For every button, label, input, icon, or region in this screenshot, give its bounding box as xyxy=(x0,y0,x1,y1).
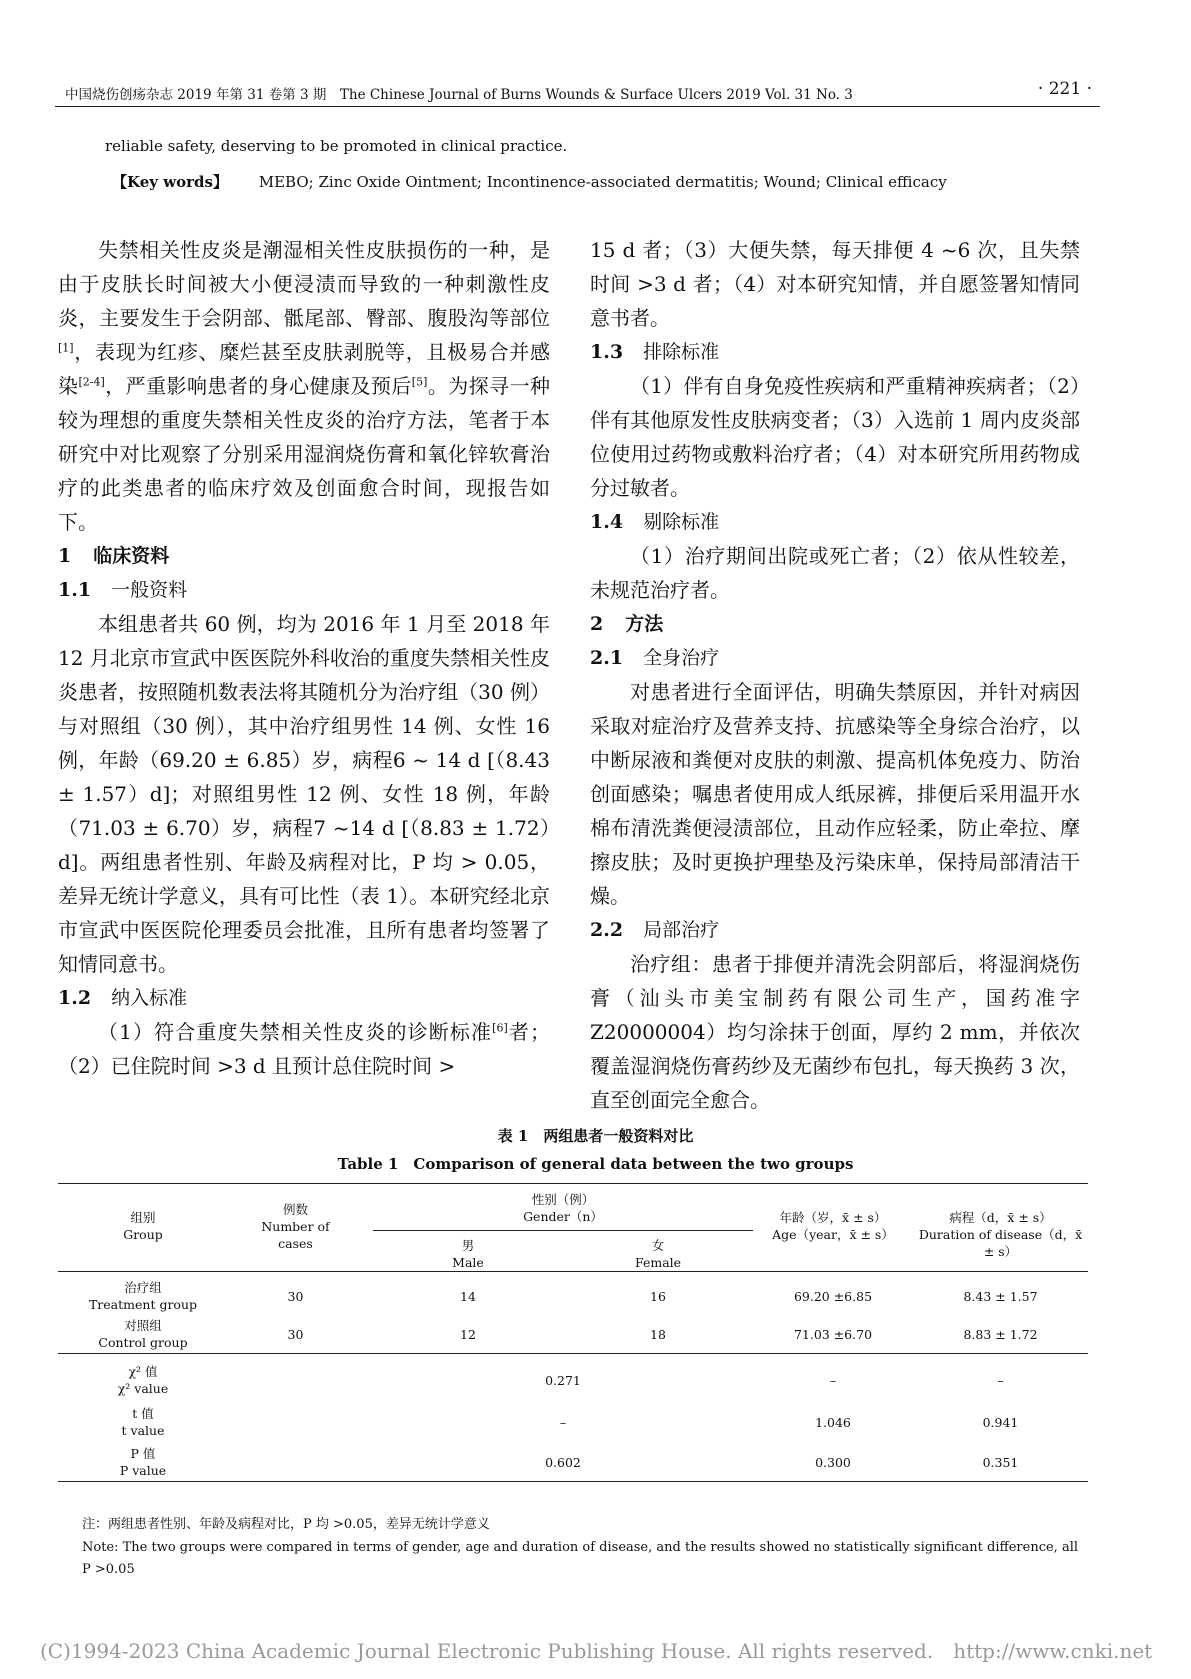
paragraph: 15 d 者；（3）大便失禁，每天排便 4 ~6 次，且失禁时间 >3 d 者；（4）对本研究知情，并自愿签署知情同意书者。 xyxy=(590,238,1080,330)
cell-value: 1.046 xyxy=(815,1415,851,1430)
stat-label: χ² 值 χ² value xyxy=(117,1364,169,1396)
header-gender: 性别（例） Gender（n） xyxy=(523,1192,603,1224)
subsection-heading: 1.3 排除标准 xyxy=(590,341,720,363)
cell-value: 14 xyxy=(460,1289,476,1304)
cell-value: 0.941 xyxy=(982,1415,1019,1430)
cell-value: 8.43 ± 1.57 xyxy=(963,1289,1038,1304)
paragraph: 本组患者共 60 例，均为 2016 年 1 月至 2018 年 12 月北京市宣武中医医院外科收治的重度失禁相关性皮炎患者，按照随机数表法将其随机分为治疗组（30 例）与对照组（30 例），其中治疗组男性 14 例、女性 16 例，年龄（69.20 ± 6.85）岁，病程6 ~ 14 d [（8.43 ± 1.57）d]；对照组男性 12 例、女性 18 例，年龄（71.03 ± 6.70）岁，病程7 ~14 d [（8.83 ± 1.72）d]。两组患者性别、年龄及病程对比，P 均 > 0.05，差异无统计学意义，具有可比性（表 1）。本研究经北京市宣武中医医院伦理委员会批准，且所有患者均签署了知情同意书。 xyxy=(58,612,550,976)
subsection-heading: 2.1 全身治疗 xyxy=(590,647,720,669)
table-note-en: Note: The two groups were compared in terms of gender, age and duration of disease, and the results showed no statistically significant difference, all P >0.05 xyxy=(82,1540,1079,1577)
cell-value: – xyxy=(829,1373,837,1388)
page-number: · 221 · xyxy=(1037,79,1092,99)
journal-title: 中国烧伤创疡杂志 2019 年第 31 卷第 3 期 The Chinese Journal of Burns Wounds & Surface Ulcers 2019 Vol. 31 No. 3 xyxy=(65,87,853,103)
table-caption-en: Table 1 Comparison of general data between the two groups xyxy=(337,1155,854,1173)
cell-value: – xyxy=(559,1415,567,1430)
subsection-heading: 1.2 纳入标准 xyxy=(58,987,188,1009)
abstract-tail: reliable safety, deserving to be promoted in clinical practice. xyxy=(105,137,568,155)
subsection-heading: 1.1 一般资料 xyxy=(58,579,188,601)
cell-value: 8.83 ± 1.72 xyxy=(963,1327,1038,1342)
cell-value: 30 xyxy=(287,1327,304,1342)
subsection-heading: 1.4 剔除标准 xyxy=(590,511,720,533)
cell-value: 12 xyxy=(460,1327,476,1342)
header-duration: 病程（d，x̄ ± s） Duration of disease（d，x̄ ± s） xyxy=(918,1210,1083,1259)
header-female: 女 Female xyxy=(634,1238,682,1270)
stat-label: t 值 t value xyxy=(121,1406,165,1438)
cell-value: 0.351 xyxy=(982,1455,1019,1470)
cell-value: 69.20 ±6.85 xyxy=(793,1289,873,1304)
cell-value: 71.03 ±6.70 xyxy=(793,1327,873,1342)
paragraph: （1）符合重度失禁相关性皮炎的诊断标准[6]者；（2）已住院时间 >3 d 且预计总住院时间 > xyxy=(58,1020,551,1078)
keywords-text: MEBO; Zinc Oxide Ointment; Incontinence-associated dermatitis; Wound; Clinical efficacy xyxy=(258,173,947,191)
header-group: 组别 Group xyxy=(123,1210,163,1242)
row-label: 治疗组 Treatment group xyxy=(88,1280,198,1312)
cell-value: 0.602 xyxy=(545,1455,581,1470)
copyright-footer: (C)1994-2023 China Academic Journal Electronic Publishing House. All rights reserved. http://www.cnki.net xyxy=(40,1639,1153,1663)
header-male: 男 Male xyxy=(452,1238,484,1270)
keywords-label: 【Key words】 xyxy=(112,173,228,191)
left-column xyxy=(58,233,550,1083)
paragraph: （1）治疗期间出院或死亡者；（2）依从性较差，未规范治疗者。 xyxy=(590,544,1080,602)
table-note-cn: 注：两组患者性别、年龄及病程对比，P 均 >0.05，差异无统计学意义 xyxy=(82,1517,490,1532)
row-label: 对照组 Control group xyxy=(98,1318,188,1350)
intro-paragraph: 失禁相关性皮炎是潮湿相关性皮肤损伤的一种，是由于皮肤长时间被大小便浸渍而导致的一种刺激性皮炎，主要发生于会阴部、骶尾部、臀部、腹股沟等部位[1]，表现为红疹、糜烂甚至皮肤剥脱等，且极易合并感染[2-4]，严重影响患者的身心健康及预后[5]。为探寻一种较为理想的重度失禁相关性皮炎的治疗方法，笔者于本研究中对比观察了分别采用湿润烧伤膏和氧化锌软膏治疗的此类患者的临床疗效及创面愈合时间，现报告如下。 xyxy=(58,238,551,534)
cell-value: 16 xyxy=(650,1289,666,1304)
subsection-heading: 2.2 局部治疗 xyxy=(590,919,720,941)
cell-value: 0.271 xyxy=(545,1373,581,1388)
header-cases: 例数 Number of cases xyxy=(261,1202,330,1251)
stat-label: P 值 P value xyxy=(119,1446,167,1478)
paragraph: （1）伴有自身免疫性疾病和严重精神疾病者；（2）伴有其他原发性皮肤病变者；（3）入选前 1 周内皮炎部位使用过药物或敷料治疗者；（4）对本研究所用药物成分过敏者。 xyxy=(590,374,1080,500)
cell-value: 30 xyxy=(287,1289,304,1304)
cell-value: 18 xyxy=(650,1327,666,1342)
running-header xyxy=(55,76,1100,107)
section-heading: 2 方法 xyxy=(590,613,664,635)
header-age: 年龄（岁，x̄ ± s） Age（year，x̄ ± s） xyxy=(772,1210,894,1242)
section-heading: 1 临床资料 xyxy=(58,545,170,567)
paragraph: 治疗组：患者于排便并清洗会阴部后，将湿润烧伤膏（汕头市美宝制药有限公司生产，国药准字 Z20000004）均匀涂抹于创面，厚约 2 mm，并依次覆盖湿润烧伤膏药纱及无菌纱布包扎，每天换药 3 次，直至创面完全愈合。 xyxy=(590,952,1080,1112)
paragraph: 对患者进行全面评估，明确失禁原因，并针对病因采取对症治疗及营养支持、抗感染等全身综合治疗，以中断尿液和粪便对皮肤的刺激、提高机体免疫力、防治创面感染；嘱患者使用成人纸尿裤，排便后采用温开水棉布清洗粪便浸渍部位，且动作应轻柔，防止牵拉、摩擦皮肤；及时更换护理垫及污染床单，保持局部清洁干燥。 xyxy=(590,680,1080,908)
cell-value: 0.300 xyxy=(815,1455,851,1470)
cell-value: – xyxy=(997,1373,1004,1388)
keywords xyxy=(112,171,947,192)
right-column xyxy=(590,233,1080,1117)
table-caption-cn: 表 1 两组患者一般资料对比 xyxy=(497,1127,694,1145)
